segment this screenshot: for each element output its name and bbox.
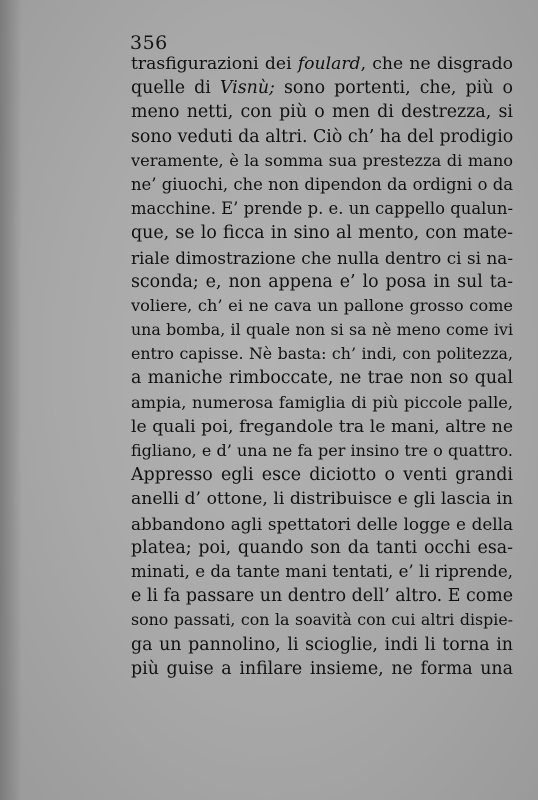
text-segment: figliano, e d’ una ne fa per insino tre o quattro. bbox=[131, 441, 513, 460]
text-segment: le quali poi, fregandole tra le mani, altre ne bbox=[131, 416, 513, 437]
text-segment: macchine. E’ prende p. e. un cappello qualun- bbox=[131, 199, 513, 219]
text-line bbox=[131, 560, 513, 584]
text-segment: minati, e da tante mani tentati, e’ li riprende, bbox=[131, 561, 513, 581]
text-line bbox=[131, 221, 513, 245]
text-segment: platea; poi, quando son da tanti occhi esa- bbox=[131, 537, 513, 558]
text-line bbox=[131, 52, 513, 76]
text-segment: riale dimostrazione che nulla dentro ci si na- bbox=[131, 247, 513, 268]
text-segment: ga un pannolino, li scioglie, indi li torna in bbox=[131, 634, 513, 655]
text-line bbox=[131, 342, 513, 366]
text-line bbox=[131, 100, 513, 124]
text-segment: , che ne disgrado bbox=[360, 54, 513, 74]
text-segment: sono veduti da altri. Ciò ch’ ha del prodigio bbox=[131, 126, 514, 147]
text-segment: sono portenti, che, più o bbox=[274, 78, 513, 99]
text-segment: ne’ giuochi, che non dipendon da ordigni o da bbox=[131, 174, 513, 194]
text-segment: meno netti, con più o men di destrezza, si bbox=[131, 102, 513, 123]
body-text bbox=[131, 52, 513, 681]
text-line bbox=[131, 608, 513, 632]
text-line bbox=[131, 536, 513, 560]
italic-text-segment: foulard bbox=[297, 54, 361, 74]
text-segment: entro capisse. Nè basta: ch’ indi, con politezza, bbox=[131, 344, 513, 364]
text-line bbox=[131, 173, 513, 197]
text-line bbox=[131, 512, 513, 536]
text-segment: Appresso egli esce diciotto o venti grandi bbox=[131, 465, 513, 486]
text-line bbox=[131, 197, 513, 221]
text-segment: sono passati, con la soavità con cui altri dispie- bbox=[131, 610, 513, 630]
text-segment: que, se lo ficca in sino al mento, con mate- bbox=[131, 223, 513, 244]
text-line bbox=[131, 366, 513, 390]
text-line bbox=[131, 487, 513, 511]
text-line bbox=[131, 584, 513, 608]
text-line bbox=[131, 391, 513, 415]
text-segment: una bomba, il quale non si sa nè meno come ivi bbox=[131, 320, 513, 340]
text-segment: quelle di bbox=[131, 78, 220, 99]
text-segment: a maniche rimboccate, ne trae non so qual bbox=[131, 368, 513, 389]
text-line bbox=[131, 318, 513, 342]
italic-text-segment: Visnù; bbox=[219, 78, 275, 99]
page-gutter-shadow bbox=[0, 0, 22, 800]
text-segment: sconda; e, non appena e’ lo posa in sul ta- bbox=[131, 271, 513, 292]
text-line bbox=[131, 415, 513, 439]
text-line bbox=[131, 246, 513, 270]
text-segment: più guise a infilare insieme, ne forma una bbox=[131, 658, 513, 679]
text-segment: abbandono agli spettatori delle logge e della bbox=[131, 513, 513, 534]
text-line bbox=[131, 439, 513, 463]
text-line bbox=[131, 76, 513, 100]
text-segment: veramente, è la somma sua prestezza di mano bbox=[131, 150, 513, 170]
text-line bbox=[131, 294, 513, 318]
text-line bbox=[131, 270, 513, 294]
text-line bbox=[131, 149, 513, 173]
text-line bbox=[131, 463, 513, 487]
text-segment: ampia, numerosa famiglia di più piccole palle, bbox=[131, 392, 513, 412]
text-line bbox=[131, 125, 513, 149]
text-line bbox=[131, 657, 513, 681]
text-segment: anelli d’ ottone, li distribuisce e gli lascia in bbox=[131, 489, 513, 510]
text-segment: voliere, ch’ ei ne cava un pallone grosso come bbox=[131, 295, 513, 315]
text-line bbox=[131, 633, 513, 657]
page-number: 356 bbox=[130, 32, 168, 54]
text-segment: e li fa passare un dentro dell’ altro. E come bbox=[131, 586, 513, 607]
text-segment: trasfigurazioni dei bbox=[131, 54, 298, 74]
